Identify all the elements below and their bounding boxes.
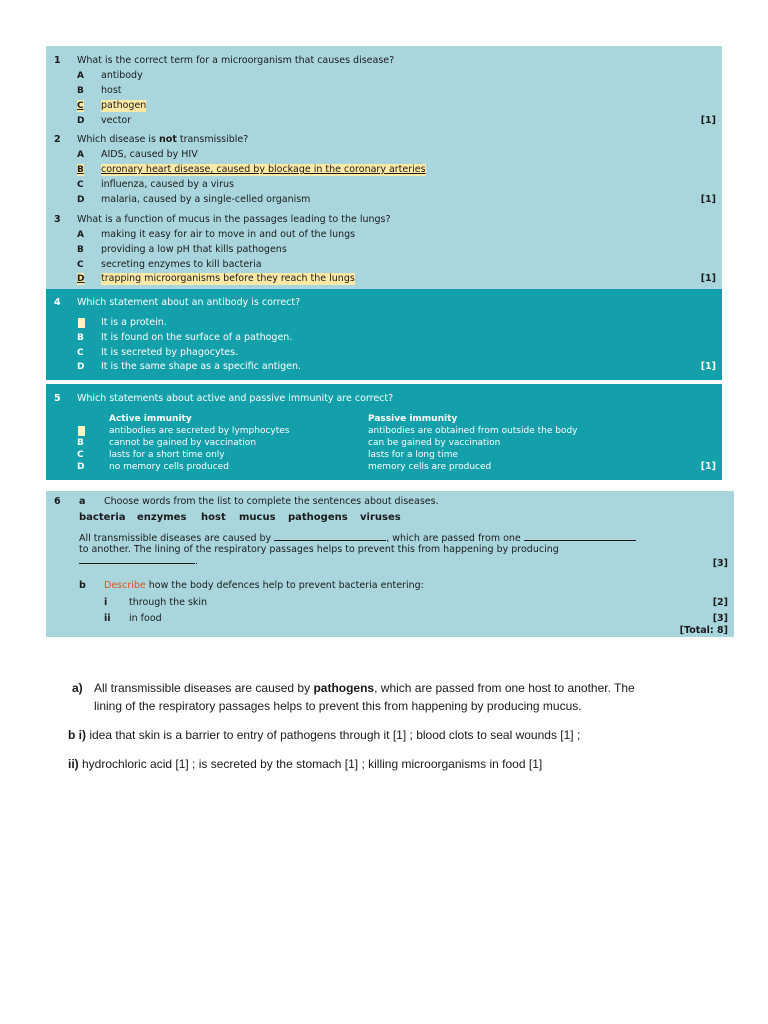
q6bi-text: through the skin: [129, 597, 208, 608]
word-enzymes: enzymes: [137, 512, 187, 523]
q3-option-d-correct[interactable]: trapping microorganisms before they reach the lungs: [101, 273, 355, 284]
q6bii-marks: [3]: [712, 613, 728, 624]
q4-option-d[interactable]: It is the same shape as a specific antigen.: [101, 361, 302, 372]
q5-row-b-active[interactable]: cannot be gained by vaccination: [109, 438, 257, 448]
q1-option-b-letter: B: [77, 86, 84, 96]
q1-option-d-letter: D: [77, 116, 85, 126]
q6a-line1-pre: All transmissible diseases are caused by: [79, 533, 275, 544]
q5-row-d-passive: memory cells are produced: [368, 462, 492, 472]
q4-option-b[interactable]: It is found on the surface of a pathogen.: [101, 332, 293, 343]
q5-answer-marker: [78, 426, 85, 436]
q2-option-c[interactable]: influenza, caused by a virus: [101, 179, 234, 190]
q2-number: 2: [54, 134, 61, 145]
q3-option-a[interactable]: making it easy for air to move in and out of the lungs: [101, 229, 356, 240]
q6bii-text: in food: [129, 613, 162, 624]
q1-number: 1: [54, 55, 61, 66]
questions-1-3-panel: [46, 46, 722, 289]
q2-option-a[interactable]: AIDS, caused by HIV: [101, 149, 198, 160]
answer-a-line2: lining of the respiratory passages helps to prevent this from happening by producing mucus.: [94, 699, 582, 713]
answer-a-bold: pathogens: [313, 681, 375, 695]
question-4-panel: [46, 289, 722, 380]
q3-option-b[interactable]: providing a low pH that kills pathogens: [101, 244, 287, 255]
q6a-line3-end: .: [195, 556, 199, 567]
q6b-command-word: Describe: [104, 580, 146, 591]
answer-b-i-label: b i): [68, 728, 86, 742]
q4-stem: Which statement about an antibody is correct?: [77, 297, 301, 308]
q5-row-b-passive: can be gained by vaccination: [368, 438, 501, 448]
q6a-sentence-line2: to another. The lining of the respiratory passages helps to prevent this from happening by producing: [79, 544, 559, 555]
q5-stem: Which statements about active and passive immunity are correct?: [77, 393, 394, 404]
q6bi-marks: [2]: [712, 597, 728, 608]
q2-option-a-letter: A: [77, 150, 84, 160]
q5-row-c-active[interactable]: lasts for a short time only: [109, 450, 225, 460]
word-viruses: viruses: [360, 512, 401, 523]
q5-row-d-active[interactable]: no memory cells produced: [109, 462, 229, 472]
q6a-sentence-line3: [79, 555, 198, 568]
blank-1[interactable]: [274, 532, 386, 541]
q1-option-a[interactable]: antibody: [101, 70, 143, 81]
q3-option-d-letter: D: [77, 274, 85, 284]
q3-number: 3: [54, 214, 61, 225]
q3-option-c-letter: C: [77, 260, 84, 270]
word-bacteria: bacteria: [79, 512, 126, 523]
answer-b-ii: [68, 755, 542, 773]
q2-option-c-letter: C: [77, 180, 84, 190]
q3-option-a-letter: A: [77, 230, 84, 240]
q5-row-a-passive: antibodies are obtained from outside the body: [368, 426, 578, 436]
answer-b-i: [68, 726, 580, 744]
q2-option-d-letter: D: [77, 195, 85, 205]
blank-3[interactable]: [79, 555, 195, 564]
q6bii-label: ii: [104, 613, 111, 624]
q6b-label: b: [79, 580, 86, 591]
q1-option-a-letter: A: [77, 71, 84, 81]
q1-stem: What is the correct term for a microorganism that causes disease?: [77, 55, 395, 66]
answer-a-pre: All transmissible diseases are caused by: [94, 681, 314, 695]
q4-option-a-correct[interactable]: It is a protein.: [101, 317, 167, 328]
q1-marks: [1]: [700, 115, 716, 126]
q6bi-label: i: [104, 597, 108, 608]
q2-option-b-correct[interactable]: coronary heart disease, caused by blockage in the coronary arteries: [101, 164, 426, 175]
q4-option-c[interactable]: It is secreted by phagocytes.: [101, 347, 239, 358]
q5-marks: [1]: [700, 461, 716, 472]
q2-marks: [1]: [700, 194, 716, 205]
q5-active-heading: Active immunity: [109, 414, 192, 424]
q3-marks: [1]: [700, 273, 716, 284]
q4-option-c-letter: C: [77, 348, 84, 358]
q6b-stem-text: how the body defences help to prevent bacteria entering:: [145, 580, 424, 591]
q2-stem-bold: not: [159, 134, 177, 145]
answer-b-i-text: idea that skin is a barrier to entry of pathogens through it [1] ; blood clots to seal wounds [1] ;: [86, 728, 581, 742]
q4-answer-marker: [78, 318, 85, 328]
q5-row-c-letter: C: [77, 450, 84, 460]
q4-option-d-letter: D: [77, 362, 85, 372]
word-host: host: [201, 512, 226, 523]
answer-a-line1: [94, 679, 635, 697]
q6b-stem: [104, 580, 424, 592]
q2-stem: [77, 134, 248, 146]
q5-number: 5: [54, 393, 61, 404]
q6a-marks: [3]: [712, 558, 728, 569]
q5-row-b-letter: B: [77, 438, 84, 448]
question-5-panel: [46, 384, 722, 480]
q4-marks: [1]: [700, 361, 716, 372]
q5-passive-heading: Passive immunity: [368, 414, 458, 424]
q5-row-c-passive: lasts for a long time: [368, 450, 459, 460]
q2-option-d[interactable]: malaria, caused by a single-celled organism: [101, 194, 311, 205]
q3-option-c[interactable]: secreting enzymes to kill bacteria: [101, 259, 262, 270]
q4-number: 4: [54, 297, 61, 308]
q2-stem-post: transmissible?: [176, 134, 249, 145]
q3-stem: What is a function of mucus in the passages leading to the lungs?: [77, 214, 391, 225]
q2-option-b-letter: B: [77, 165, 84, 175]
answer-b-ii-text: hydrochloric acid [1] ; is secreted by the stomach [1] ; killing microorganisms in food [1]: [78, 757, 543, 771]
q5-row-a-active[interactable]: antibodies are secreted by lymphocytes: [109, 426, 290, 436]
q5-row-d-letter: D: [77, 462, 85, 472]
q1-option-d[interactable]: vector: [101, 115, 132, 126]
answer-a-label: a): [72, 681, 83, 695]
q4-option-b-letter: B: [77, 333, 84, 343]
q6-total-marks: [Total: 8]: [679, 625, 728, 636]
q1-option-c-correct[interactable]: pathogen: [101, 100, 147, 111]
q1-option-c-letter: C: [77, 101, 84, 111]
q6a-line1-mid: , which are passed from one: [386, 533, 524, 544]
word-pathogens: pathogens: [288, 512, 348, 523]
blank-2[interactable]: [524, 532, 636, 541]
q6-number: 6: [54, 496, 61, 507]
q3-option-b-letter: B: [77, 245, 84, 255]
q2-stem-pre: Which disease is: [77, 134, 160, 145]
word-mucus: mucus: [239, 512, 276, 523]
answer-b-ii-label: ii): [68, 757, 79, 771]
answer-a-post: , which are passed from one host to another. The: [374, 681, 635, 695]
q1-option-b[interactable]: host: [101, 85, 122, 96]
q6a-stem: Choose words from the list to complete the sentences about diseases.: [104, 496, 439, 507]
question-6-panel: [46, 491, 734, 637]
q6a-label: a: [79, 496, 86, 507]
